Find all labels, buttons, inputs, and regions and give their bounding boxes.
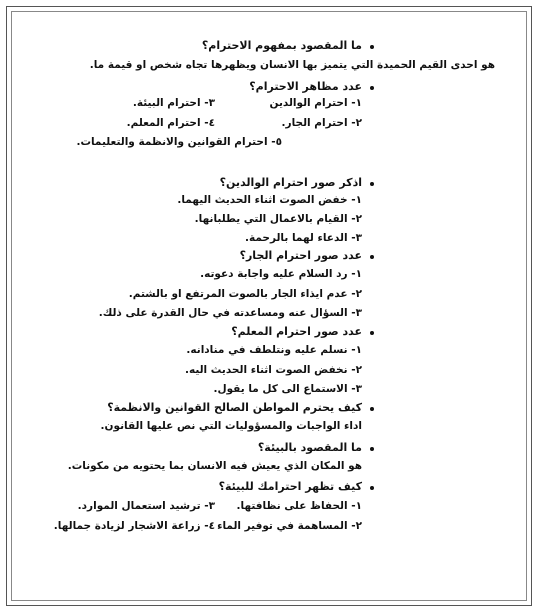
question-respect-teacher: عدد صور احترام المعلم؟ [231,325,362,338]
bullet [370,486,374,490]
bullet [370,45,374,49]
list-item: ٢- عدم ايذاء الجار بالصوت المرتفع او بالشتم. [128,288,362,300]
question-respect-environment: كيف تظهر احترامك للبيئة؟ [218,480,362,493]
question-respect-neighbor: عدد صور احترام الجار؟ [239,249,362,262]
question-concept-of-respect: ما المقصود بمفهوم الاحترام؟ [201,39,362,52]
answer-meaning-of-environment: هو المكان الذي يعيش فيه الانسان بما يحتويه من مكونات. [67,460,362,472]
list-item: ١- الحفاظ على نظافتها. [236,500,362,512]
bullet [370,86,374,90]
list-item: ٢- القيام بالاعمال التي يطلبانها. [194,213,362,225]
list-item: ٢- نخفض الصوت اثناء الحديث اليه. [184,364,362,376]
question-manifestations-of-respect: عدد مظاهر الاحترام؟ [249,80,362,93]
bullet [370,331,374,335]
list-item: ٣- ترشيد استعمال الموارد. [77,500,215,512]
bullet [370,255,374,259]
list-item: ٥- احترام القوانين والانظمة والتعليمات. [76,136,282,148]
bullet [370,182,374,186]
list-item: ٢- المساهمة في توفير الماء [217,520,362,532]
list-item: ١- نسلم عليه ونتلطف في منادانه. [186,344,362,356]
list-item: ٣- الدعاء لهما بالرحمة. [244,232,362,244]
list-item: ١- رد السلام عليه واجابة دعوته. [200,268,362,280]
bullet [370,407,374,411]
answer-citizen-respects-laws: اداء الواجبات والمسؤوليات التي نص عليها القانون. [100,420,362,432]
list-item: ٣- الاستماع الى كل ما يقول. [213,383,362,395]
list-item: ٣- احترام البيئة. [132,97,215,109]
list-item: ١- احترام الوالدين [269,97,362,109]
question-respect-parents: اذكر صور احترام الوالدين؟ [219,176,362,189]
question-citizen-respects-laws: كيف يحترم المواطن الصالح القوانين والانظمة؟ [107,401,362,414]
list-item: ٢- احترام الجار. [281,117,362,129]
list-item: ٤- احترام المعلم. [126,117,215,129]
bullet [370,447,374,451]
answer-concept-of-respect: هو احدى القيم الحميدة التي يتميز بها الانسان ويظهرها تجاه شخص او قيمة ما. [89,59,495,71]
list-item: ٣- السؤال عنه ومساعدته في حال القدرة على ذلك. [98,307,362,319]
list-item: ٤- زراعة الاشجار لزيادة جمالها. [53,520,215,532]
list-item: ١- خفض الصوت اثناء الحديث اليهما. [177,194,362,206]
question-meaning-of-environment: ما المقصود بالبيئة؟ [257,441,362,454]
